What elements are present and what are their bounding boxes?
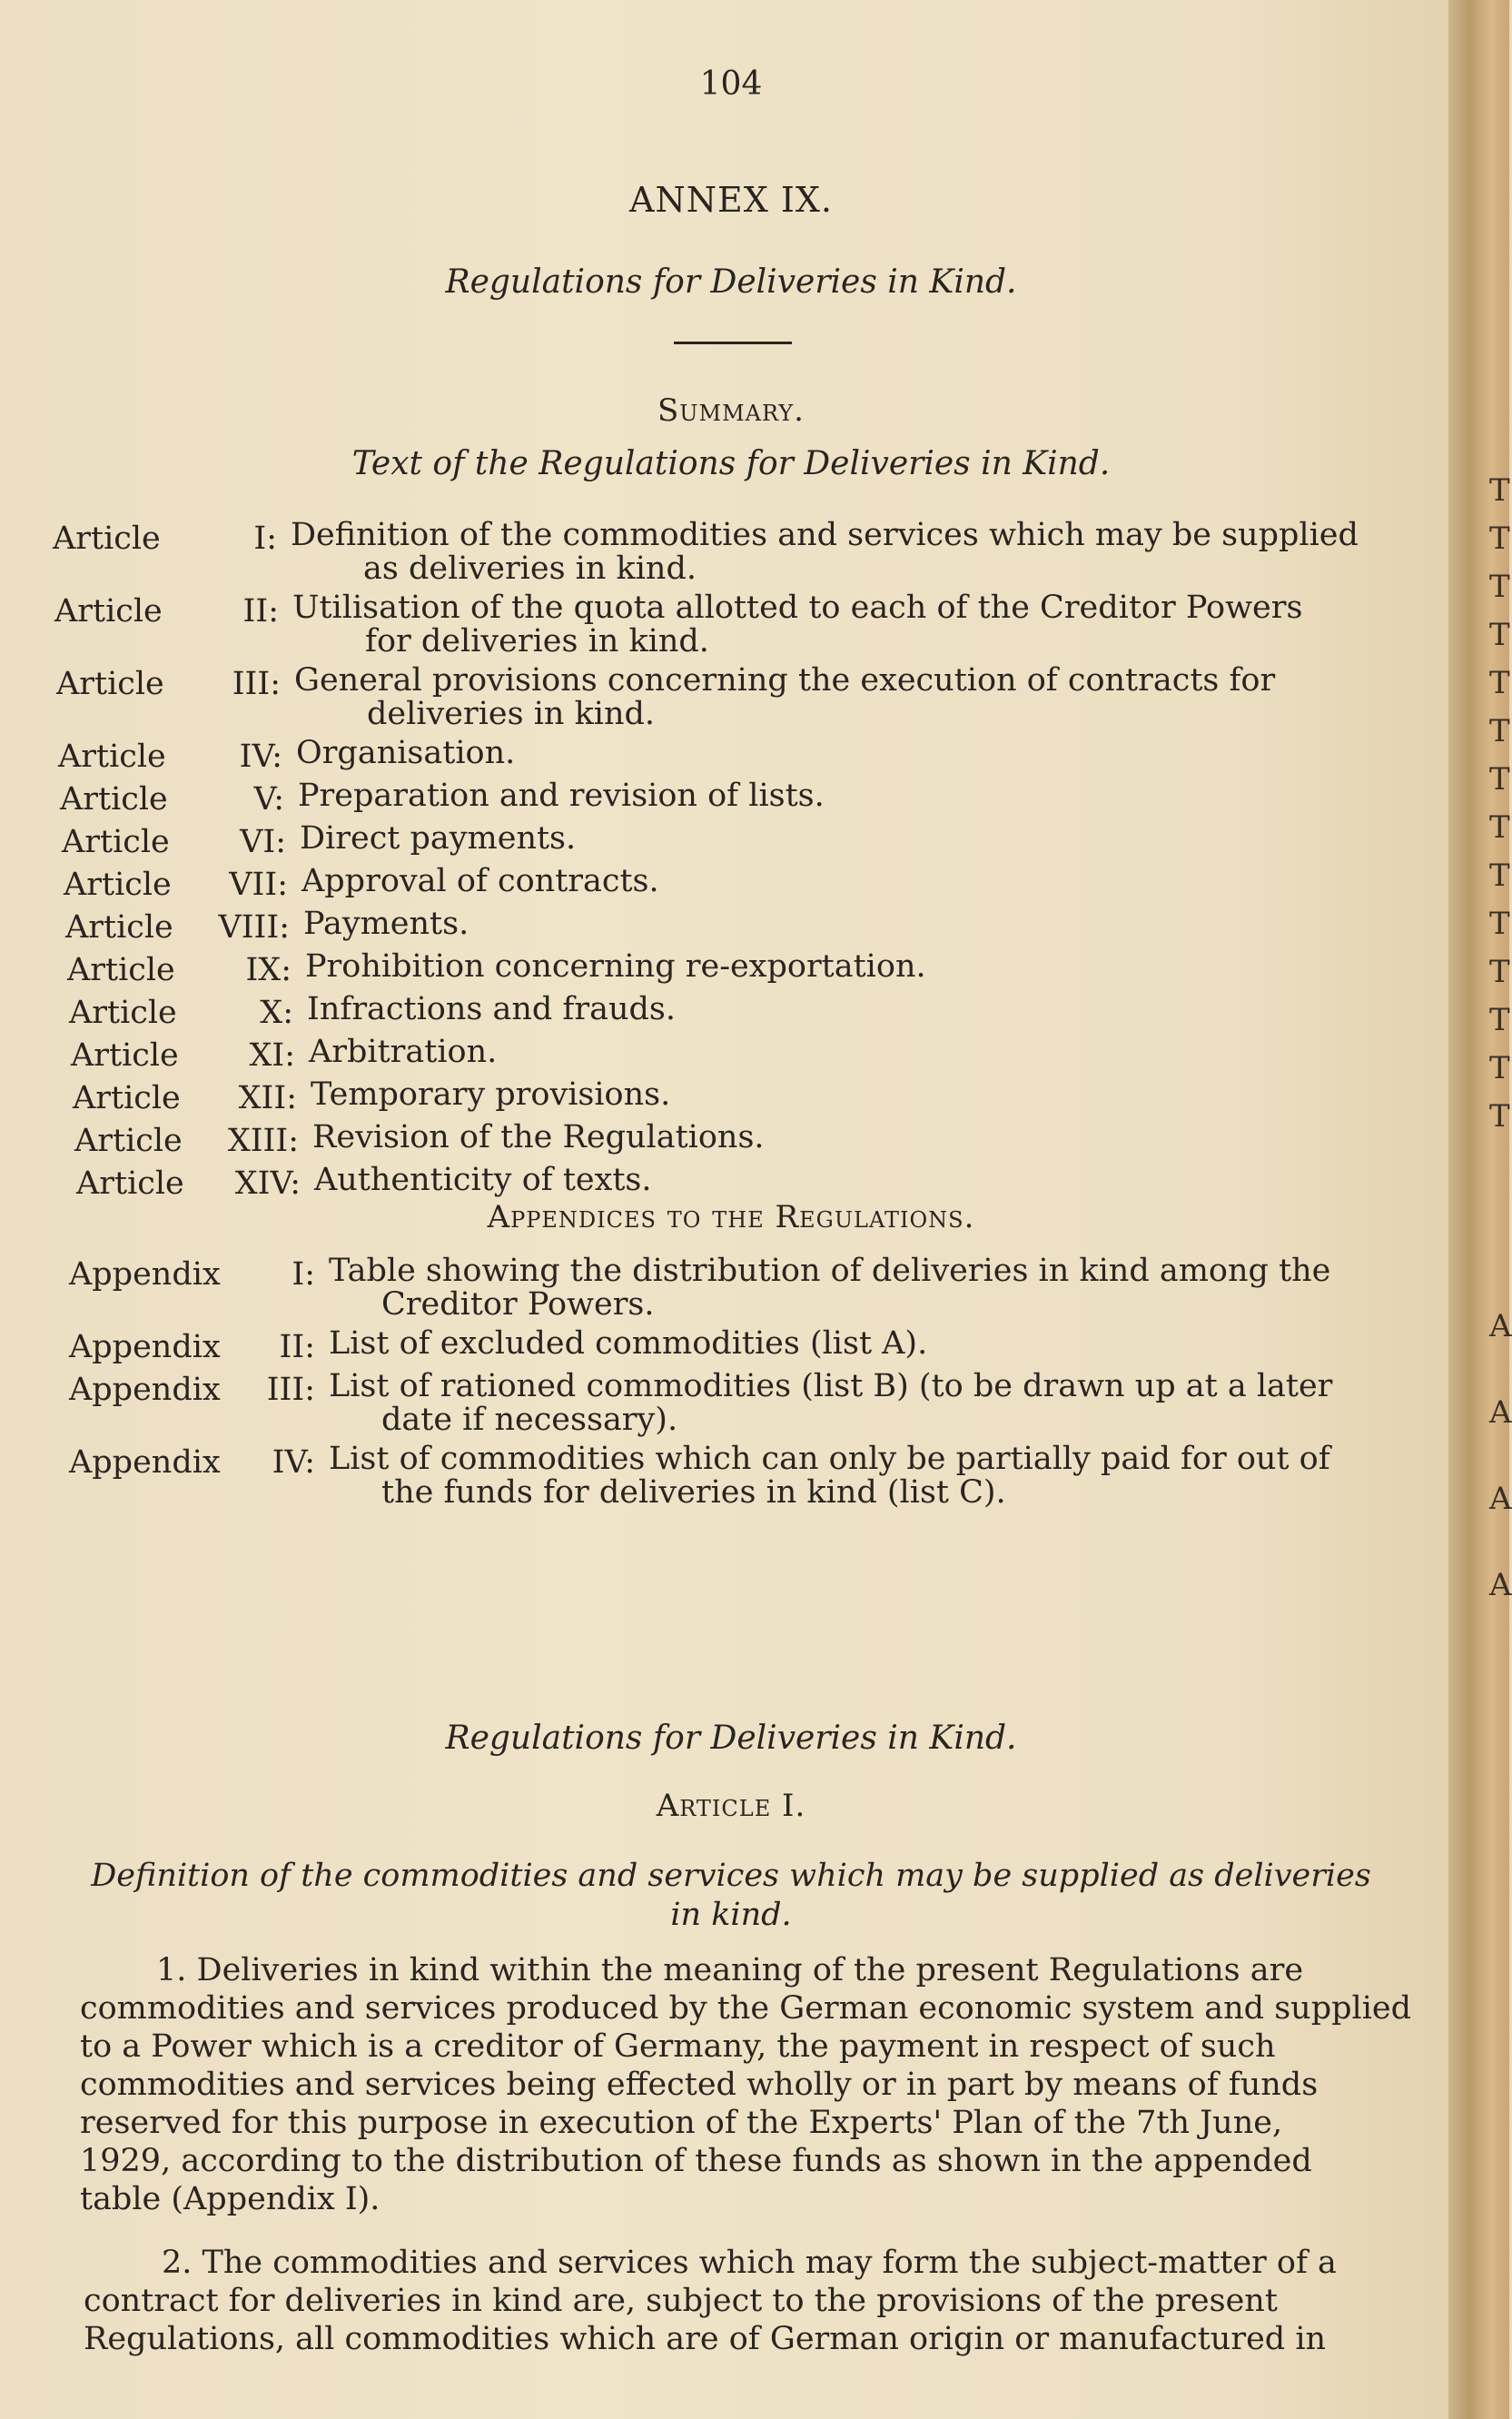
next-page-glyph: T <box>1489 665 1510 701</box>
article-title: Definition of the commodities and services which may be supplied <box>291 517 1359 553</box>
appendix-number: III: <box>266 1372 315 1408</box>
appendix-number: I: <box>292 1256 315 1293</box>
article-title-cont: as deliveries in kind. <box>363 550 697 587</box>
article-number: VI: <box>240 824 286 860</box>
article-label: Article <box>67 952 175 988</box>
article-label: Article <box>73 1080 181 1116</box>
appendix-number: II: <box>279 1329 315 1365</box>
next-page-glyph: A <box>1489 1567 1512 1603</box>
article-label: Article <box>58 739 166 775</box>
article-label: Article <box>74 1123 183 1159</box>
article-title: Payments. <box>303 906 469 942</box>
paragraph-line: 1929, according to the distribution of these funds as shown in the appended <box>80 2143 1312 2179</box>
article-number: IX: <box>245 952 292 988</box>
paragraph-line: 1. Deliveries in kind within the meaning of the present Regulations are <box>156 1952 1304 1988</box>
next-page-glyph: T <box>1489 858 1510 894</box>
paragraph-line: 2. The commodities and services which may form the subject-matter of a <box>162 2245 1337 2281</box>
article-title: Preparation and revision of lists. <box>298 778 825 814</box>
next-page-glyph: A <box>1489 1481 1512 1517</box>
paragraph-line: table (Appendix I). <box>80 2181 380 2217</box>
paragraph-line: to a Power which is a creditor of Germany, the payment in respect of such <box>80 2028 1276 2065</box>
article-number: V: <box>253 781 284 818</box>
appendix-label: Appendix <box>69 1256 221 1293</box>
next-page-glyph: T <box>1489 906 1510 942</box>
article-title: Organisation. <box>296 735 516 771</box>
appendix-title: Table showing the distribution of deliveries in kind among the <box>329 1253 1331 1289</box>
article-number: IV: <box>239 739 282 775</box>
article-label: Article <box>64 867 172 903</box>
summary-heading: Summary. <box>657 392 805 429</box>
next-page-glyph: T <box>1489 617 1510 653</box>
article-title: General provisions concerning the execution of contracts for <box>294 662 1276 699</box>
appendix-title-cont: the funds for deliveries in kind (list C). <box>381 1474 1006 1511</box>
paragraph-line: reserved for this purpose in execution of the Experts' Plan of the 7th June, <box>80 2105 1283 2141</box>
article-one-subtitle: Definition of the commodities and services which may be supplied as deliveries <box>91 1858 1371 1894</box>
article-number: XI: <box>249 1037 295 1074</box>
appendix-label: Appendix <box>69 1329 221 1365</box>
article-title: Direct payments. <box>300 820 577 857</box>
appendix-title: List of excluded commodities (list A). <box>329 1325 928 1362</box>
next-page-glyph: T <box>1489 761 1510 798</box>
appendices-heading: Appendices to the Regulations. <box>487 1199 975 1235</box>
next-page-glyph: A <box>1489 1308 1512 1344</box>
next-page-glyph: T <box>1489 520 1510 557</box>
appendix-number: IV: <box>272 1444 315 1481</box>
article-one-heading: Article I. <box>656 1788 806 1824</box>
article-label: Article <box>65 909 173 946</box>
appendix-title: List of commodities which can only be partially paid for out of <box>329 1441 1330 1477</box>
article-label: Article <box>56 666 164 702</box>
article-label: Article <box>62 824 170 860</box>
paragraph-line: commodities and services being effected wholly or in part by means of funds <box>80 2067 1319 2103</box>
article-number: II: <box>242 593 279 630</box>
article-number: XIV: <box>234 1165 301 1202</box>
article-label: Article <box>54 593 163 630</box>
next-page-glyph: T <box>1489 954 1510 990</box>
article-title-cont: deliveries in kind. <box>367 696 656 732</box>
article-title: Revision of the Regulations. <box>312 1119 765 1155</box>
appendix-title: List of rationed commodities (list B) (to be drawn up at a later <box>329 1368 1333 1404</box>
article-number: I: <box>253 520 277 557</box>
article-title: Prohibition concerning re-exportation. <box>305 948 926 985</box>
article-label: Article <box>60 781 168 818</box>
divider-rule <box>674 342 792 344</box>
article-label: Article <box>71 1037 179 1074</box>
appendix-label: Appendix <box>69 1444 221 1481</box>
appendix-title-cont: Creditor Powers. <box>381 1286 655 1323</box>
paragraph-line: Regulations, all commodities which are of German origin or manufactured in <box>84 2321 1327 2357</box>
article-title-cont: for deliveries in kind. <box>365 623 709 659</box>
next-page-glyph: T <box>1489 713 1510 749</box>
article-number: VII: <box>229 867 288 903</box>
next-page-glyph: T <box>1489 1050 1510 1086</box>
article-label: Article <box>76 1165 184 1202</box>
article-number: III: <box>232 666 281 702</box>
article-title: Infractions and frauds. <box>307 991 677 1027</box>
page-number: 104 <box>699 65 763 103</box>
regulations-title: Regulations for Deliveries in Kind. <box>445 1720 1017 1757</box>
next-page-glyph: T <box>1489 809 1510 846</box>
next-page-edge <box>1489 0 1512 2419</box>
article-label: Article <box>53 520 161 557</box>
article-number: X: <box>260 995 293 1031</box>
annex-title: ANNEX IX. <box>629 180 833 220</box>
article-title: Temporary provisions. <box>311 1076 671 1113</box>
article-title: Utilisation of the quota allotted to each of the Creditor Powers <box>292 590 1303 626</box>
next-page-glyph: T <box>1489 1098 1510 1135</box>
annex-subtitle: Regulations for Deliveries in Kind. <box>445 263 1017 301</box>
summary-subtitle: Text of the Regulations for Deliveries in Kind. <box>351 445 1111 482</box>
appendix-label: Appendix <box>69 1372 221 1408</box>
article-title: Arbitration. <box>309 1034 498 1070</box>
article-number: XII: <box>238 1080 297 1116</box>
paragraph-line: contract for deliveries in kind are, subject to the provisions of the present <box>84 2283 1278 2319</box>
article-one-subtitle-cont: in kind. <box>670 1897 792 1933</box>
next-page-glyph: T <box>1489 472 1510 509</box>
article-number: VIII: <box>218 909 290 946</box>
article-title: Authenticity of texts. <box>314 1162 652 1198</box>
article-number: XIII: <box>227 1123 299 1159</box>
article-title: Approval of contracts. <box>301 863 659 899</box>
paragraph-line: commodities and services produced by the German economic system and supplied <box>80 1990 1412 2027</box>
article-label: Article <box>69 995 177 1031</box>
next-page-glyph: T <box>1489 1002 1510 1038</box>
next-page-glyph: T <box>1489 569 1510 605</box>
next-page-glyph: A <box>1489 1394 1512 1431</box>
appendix-title-cont: date if necessary). <box>381 1402 678 1438</box>
